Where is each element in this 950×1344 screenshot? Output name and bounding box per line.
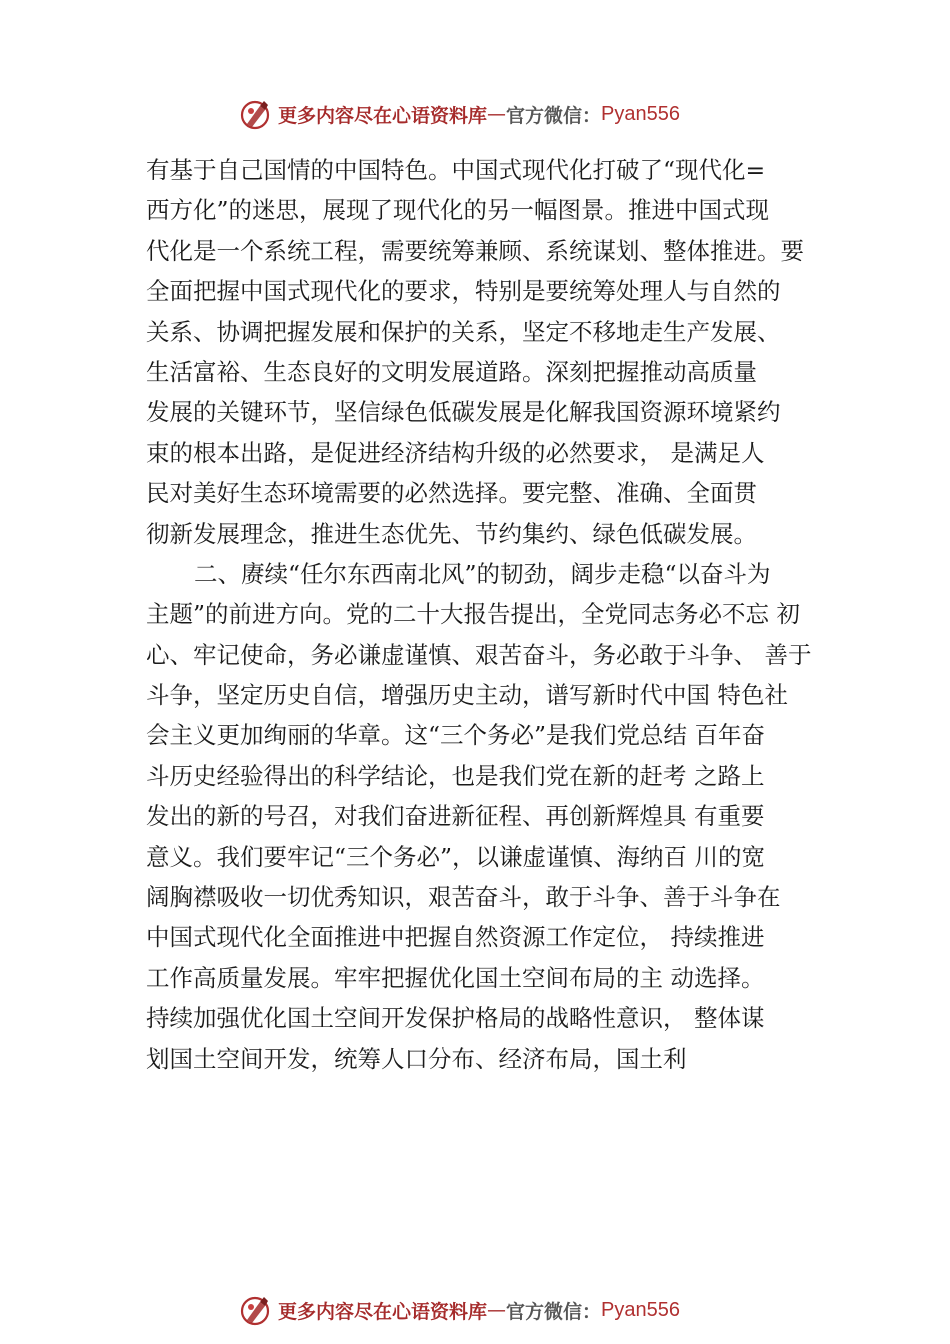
body-line: 中国式现代化全面推进中把握自然资源工作定位， 持续推进 [146,923,765,952]
body-line: 民对美好生态环境需要的必然选择。要完整、准确、全面贯 [146,479,757,508]
body-line: 束的根本出路，是促进经济结构升级的必然要求， 是满足人 [146,438,765,467]
body-line: 全面把握中国式现代化的要求，特别是要统筹处理人与自然的 [146,277,781,306]
pen-nib-logo-icon [238,97,272,131]
body-line: 关系、协调把握发展和保护的关系，坚定不移地走生产发展、 [146,317,781,346]
footer-banner [238,1290,680,1330]
section-heading-line: 二、赓续“任尔东西南北风”的韧劲，阔步走稳“以奋斗为 [194,559,771,588]
body-line: 有基于自己国情的中国特色。中国式现代化打破了“现代化= [146,156,766,184]
body-line: 生活富裕、生态良好的文明发展道路。深刻把握推动高质量 [146,357,757,386]
body-line: 工作高质量发展。牢牢把握优化国土空间布局的主 动选择。 [146,963,765,992]
banner-title: 更多内容尽在心语资料库 [278,1300,488,1323]
banner-dash: — [487,103,507,125]
body-line: 西方化”的迷思，展现了现代化的另一幅图景。推进中国式现 [146,196,770,225]
banner-dash: — [487,1299,507,1321]
body-line: 阔胸襟吸收一切优秀知识，艰苦奋斗，敢于斗争、善于斗争在 [146,883,781,912]
banner-weixin-label: 官方微信： [506,104,602,127]
document-body [146,150,836,1079]
body-line: 主题”的前进方向。党的二十大报告提出，全党同志务必不忘 初 [146,600,800,629]
header-banner [238,94,680,134]
banner-weixin-id: Pyan556 [601,102,680,125]
banner-weixin-label: 官方微信： [506,1300,602,1323]
body-line: 斗争，坚定历史自信，增强历史主动，谱写新时代中国 特色社 [146,681,788,710]
body-line: 斗历史经验得出的科学结论，也是我们党在新的赶考 之路上 [146,761,765,790]
body-line: 划国土空间开发，统筹人口分布、经济布局，国土利 [146,1044,687,1073]
banner-weixin-id: Pyan556 [601,1298,680,1321]
banner-title: 更多内容尽在心语资料库 [278,104,488,127]
body-line: 意义。我们要牢记“三个务必”，以谦虚谨慎、海纳百 川的宽 [146,842,765,871]
body-line: 心、牢记使命，务必谦虚谨慎、艰苦奋斗，务必敢于斗争、 善于 [146,640,812,669]
pen-nib-logo-icon [238,1293,272,1327]
body-line: 彻新发展理念，推进生态优先、节约集约、绿色低碳发展。 [146,519,757,548]
body-line: 持续加强优化国土空间开发保护格局的战略性意识， 整体谋 [146,1004,765,1033]
body-line: 发出的新的号召，对我们奋进新征程、再创新辉煌具 有重要 [146,802,765,831]
body-line: 会主义更加绚丽的华章。这“三个务必”是我们党总结 百年奋 [146,721,765,750]
body-line: 代化是一个系统工程，需要统筹兼顾、系统谋划、整体推进。要 [146,236,804,265]
body-line: 发展的关键环节，坚信绿色低碳发展是化解我国资源环境紧约 [146,398,781,427]
